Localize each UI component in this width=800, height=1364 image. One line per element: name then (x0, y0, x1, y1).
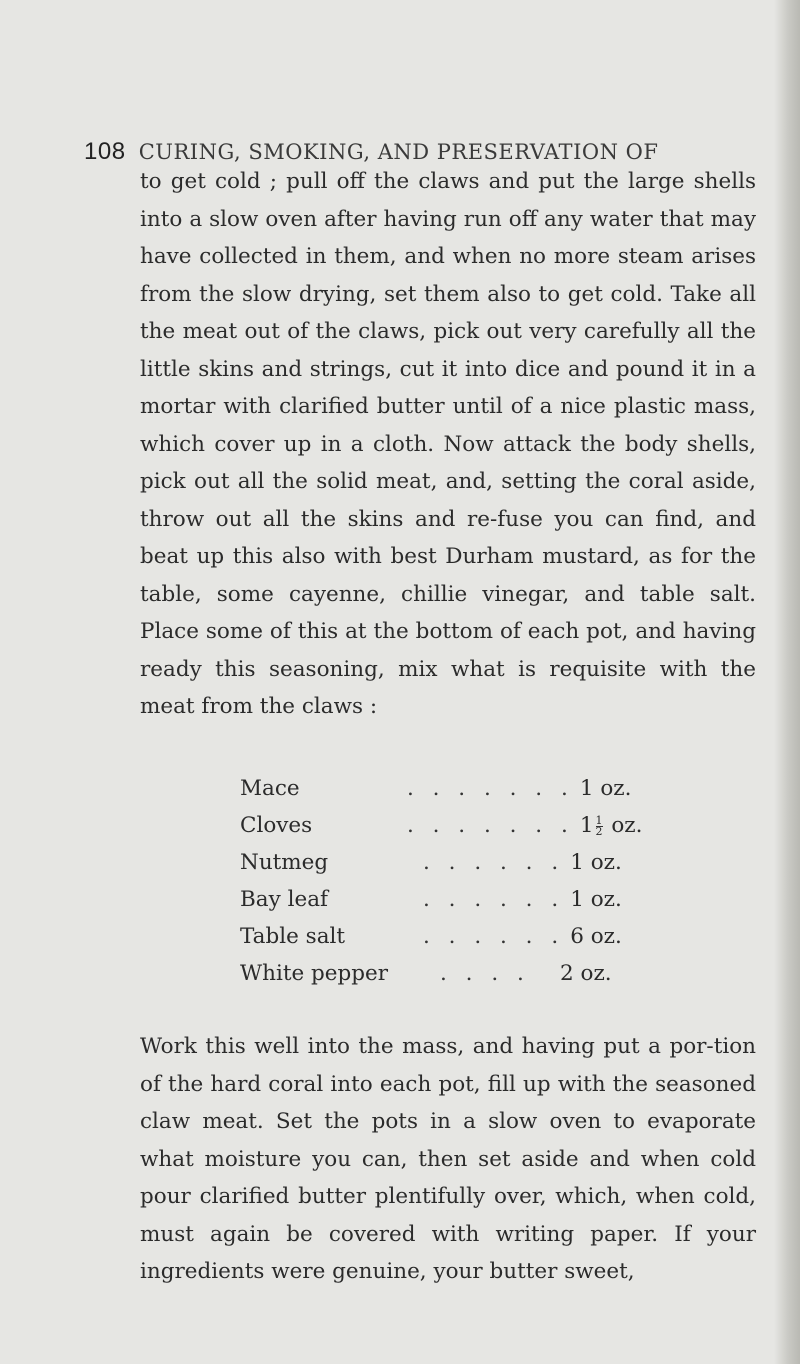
spice-row-table-salt (240, 918, 680, 955)
paragraph-2: Work this well into the mass, and having put a por-tion of the hard coral into each pot, fill up with the seasoned claw meat. Set the pots in a slow oven to evaporate what moisture you can, then set aside and when cold pour clarified butter plentifully over, which, when cold, must again be covered with writing paper. If your ingredients were genuine, your butter sweet, (140, 1034, 756, 1284)
leader-dots: . . . . . . (423, 924, 565, 949)
fraction-denominator: 2 (595, 824, 603, 838)
page-header (84, 138, 704, 166)
spice-quantity: 1 oz. (579, 776, 632, 801)
spice-name: Nutmeg (240, 850, 329, 875)
page-edge-shadow (774, 0, 800, 1364)
leader-dots: . . . . . . . (406, 776, 574, 801)
leader-dots: . . . . . . (423, 887, 565, 912)
spice-quantity: 2 oz. (560, 961, 612, 986)
page-number: 108 (84, 138, 126, 165)
spice-quantity: 1 oz. (570, 887, 622, 912)
quantity-unit: oz. (611, 813, 643, 838)
spice-row-white-pepper (240, 955, 680, 992)
spice-quantity: 6 oz. (570, 924, 622, 949)
spice-row-cloves (240, 807, 680, 844)
spice-row-mace (240, 770, 680, 807)
spice-name: Table salt (240, 924, 346, 949)
leader-dots: . . . . . . (423, 850, 565, 875)
quantity-whole: 1 (579, 813, 594, 838)
spice-name: Cloves (240, 813, 313, 838)
spice-row-bay-leaf (240, 881, 680, 918)
spice-name: Bay leaf (240, 887, 328, 912)
paragraph-1: to get cold ; pull off the claws and put the large shells into a slow oven after having run off any water that may have collected in them, and when no more steam arises from the slow drying, set them also to get cold. Take all the meat out of the claws, pick out very carefully all the little skins and strings, cut it into dice and pound it in a mortar with clarified butter until of a nice plastic mass, which cover up in a cloth. Now attack the body shells, pick out all the solid meat, and, setting the coral aside, throw out all the skins and re-fuse you can find, and beat up this also with best Durham mustard, as for the table, some cayenne, chillie vinegar, and table salt. Place some of this at the bottom of each pot, and having ready this seasoning, mix what is requisite with the meat from the claws : (140, 169, 756, 719)
fraction-numerator: 1 (595, 813, 603, 827)
spice-name: Mace (240, 776, 300, 801)
spice-list (240, 770, 680, 992)
spice-quantity: 1 oz. (570, 850, 622, 875)
running-title: CURING, SMOKING, AND PRESERVATION OF (138, 140, 659, 164)
spice-row-nutmeg (240, 844, 680, 881)
spice-name: White pepper (240, 961, 389, 986)
spice-quantity (574, 807, 680, 844)
leader-dots: . . . . (440, 961, 530, 986)
quantity-fraction (595, 813, 603, 838)
leader-dots: . . . . . . . (406, 813, 574, 838)
